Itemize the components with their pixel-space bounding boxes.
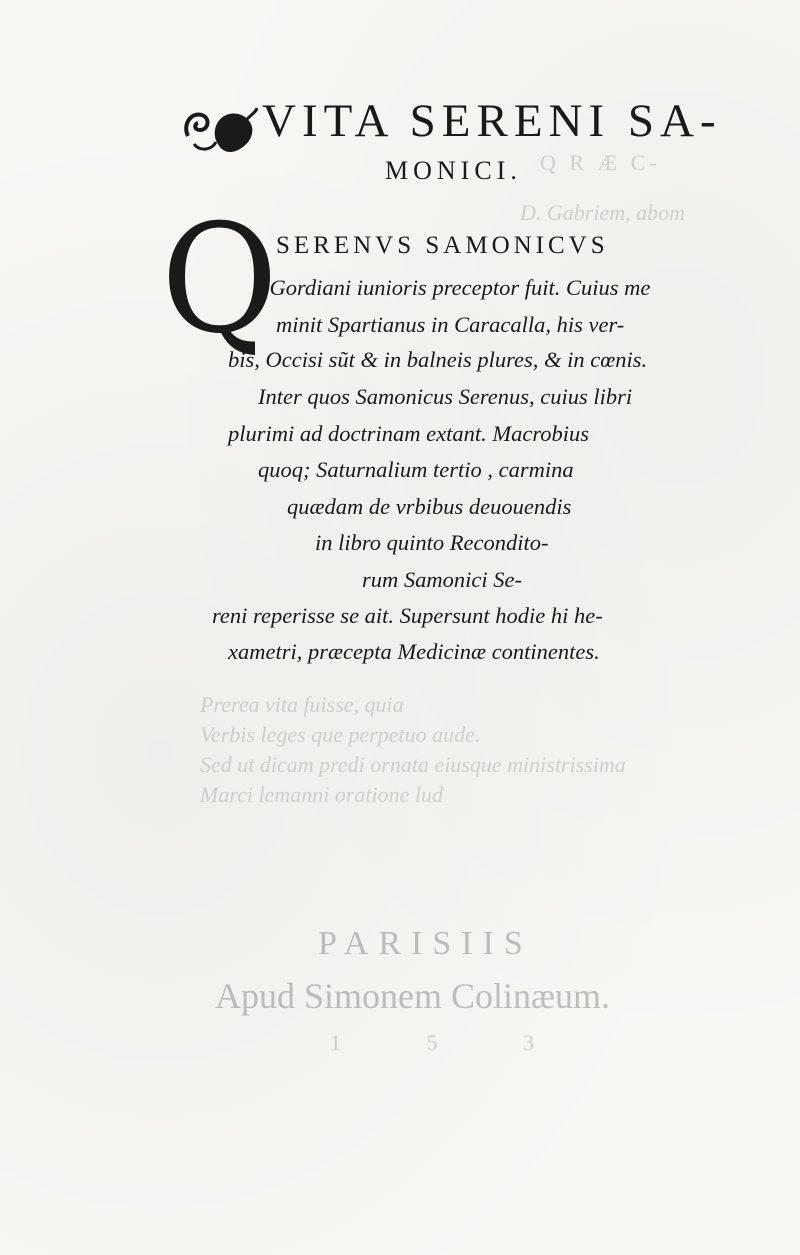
- chapter-title-line2: MONICI.: [385, 156, 522, 185]
- show-through-verse-line: Prerea vita fuisse, quia: [200, 692, 404, 717]
- show-through-verse-line: Verbis leges que perpetuo aude.: [200, 722, 481, 747]
- show-through-heading: Q R Æ C-: [540, 150, 661, 175]
- drop-cap: Q: [161, 193, 278, 367]
- body-line: minit Spartianus in Caracalla, his ver-: [276, 312, 625, 337]
- fleuron-ornament-icon: [180, 96, 258, 160]
- show-through-line: D. Gabriem, abom: [520, 200, 685, 225]
- body-line: rum Samonici Se-: [362, 567, 522, 592]
- chapter-title-line1: VITA SERENI SA-: [262, 95, 722, 147]
- body-line: quoq; Saturnalium tertio , carmina: [258, 457, 574, 482]
- show-through-verse: [200, 690, 626, 810]
- body-line: xametri, præcepta Medicinæ continentes.: [228, 639, 600, 664]
- body-line: plurimi ad doctrinam extant. Macrobius: [228, 421, 590, 446]
- show-through-verse-line: Sed ut dicam predi ornata eiusque ministrissima: [200, 752, 626, 777]
- body-line: reni reperisse se ait. Supersunt hodie hi he-: [212, 603, 603, 628]
- body-line: in libro quinto Recondito-: [315, 530, 549, 555]
- body-line: • Gordiani iunioris preceptor fuit. Cuius me: [256, 275, 651, 300]
- show-through-imprint-printer: Apud Simonem Colinæum.: [215, 976, 611, 1016]
- show-through-imprint-city: PARISIIS: [318, 925, 533, 962]
- show-through-verse-line: Marci lemanni oratione lud: [200, 782, 443, 807]
- body-line: bis, Occisi sũt & in balneis plures, & in cœnis.: [228, 347, 648, 372]
- body-line: quædam de vrbibus deuouendis: [287, 494, 572, 519]
- body-line: Inter quos Samonicus Serenus, cuius libri: [258, 384, 633, 409]
- lead-small-caps: SERENVS SAMONICVS: [276, 232, 609, 259]
- show-through-imprint-year: 1 5 3: [330, 1030, 574, 1055]
